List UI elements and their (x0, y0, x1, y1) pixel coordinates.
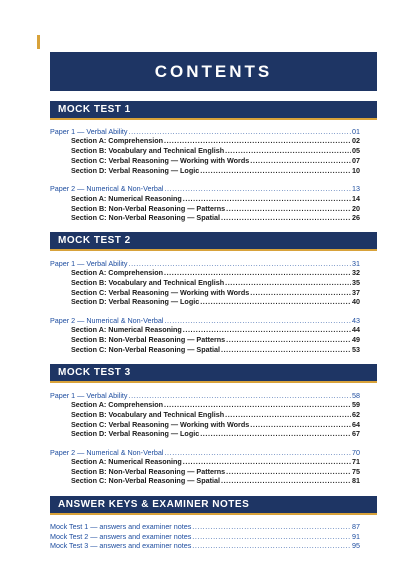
dot-leader (250, 420, 351, 429)
dot-leader (192, 532, 351, 541)
dot-leader (221, 345, 351, 354)
toc-section-link[interactable] (50, 278, 360, 287)
toc-entry-title: Mock Test 3 — answers and examiner notes (50, 541, 192, 550)
toc-entry-title: Section D: Verbal Reasoning — Logic (71, 429, 200, 438)
toc-paper-link[interactable] (50, 127, 360, 136)
section-header-mock-test-2: MOCK TEST 2 (50, 232, 377, 251)
dot-leader (226, 204, 351, 213)
toc-section-link[interactable] (50, 400, 360, 409)
toc-section-link[interactable] (50, 429, 360, 438)
toc-page-number: 64 (352, 420, 360, 429)
dot-leader (129, 391, 351, 400)
toc-section-link[interactable] (50, 204, 360, 213)
toc-paper-link[interactable] (50, 259, 360, 268)
toc-paper-link[interactable] (50, 316, 360, 325)
toc-section-link[interactable] (50, 335, 360, 344)
toc-section-link[interactable] (50, 325, 360, 334)
toc-page-number: 01 (352, 127, 360, 136)
toc-entry-title: Section C: Non-Verbal Reasoning — Spatial (71, 476, 220, 485)
dot-leader (164, 268, 351, 277)
toc-page-number: 07 (352, 156, 360, 165)
dot-leader (164, 448, 351, 457)
toc-page-number: 81 (352, 476, 360, 485)
toc-section-link[interactable] (50, 268, 360, 277)
corner-accent-mark (37, 35, 40, 49)
dot-leader (164, 316, 351, 325)
toc-section-link[interactable] (50, 420, 360, 429)
dot-leader (226, 467, 351, 476)
toc-entry-title: Section C: Non-Verbal Reasoning — Spatial (71, 345, 220, 354)
toc-entry-title: Paper 2 — Numerical & Non-Verbal (50, 316, 164, 325)
toc-entry-title: Section B: Non-Verbal Reasoning — Patterns (71, 467, 226, 476)
toc-section-link[interactable] (50, 467, 360, 476)
toc-page-number: 10 (352, 166, 360, 175)
toc-entry-title: Section A: Comprehension (71, 400, 163, 409)
section-header-mock-test-3: MOCK TEST 3 (50, 364, 377, 383)
toc-page-number: 05 (352, 146, 360, 155)
toc-entry-title: Section A: Comprehension (71, 136, 163, 145)
toc-section-link[interactable] (50, 213, 360, 222)
dot-leader (183, 457, 351, 466)
toc-entry-title: Section D: Verbal Reasoning — Logic (71, 297, 200, 306)
toc-section-link[interactable] (50, 476, 360, 485)
toc-page-number: 58 (352, 391, 360, 400)
toc-page-number: 70 (352, 448, 360, 457)
toc-entry-title: Section C: Verbal Reasoning — Working with Words (71, 420, 250, 429)
dot-leader (183, 325, 351, 334)
toc-section-link[interactable] (50, 136, 360, 145)
dot-leader (225, 410, 351, 419)
toc-page-number: 14 (352, 194, 360, 203)
toc-page-number: 43 (352, 316, 360, 325)
toc-entry-title: Section B: Non-Verbal Reasoning — Patterns (71, 204, 226, 213)
toc-page-number: 20 (352, 204, 360, 213)
toc-section-link[interactable] (50, 297, 360, 306)
toc-entry-title: Paper 1 — Verbal Ability (50, 127, 128, 136)
toc-entry-title: Paper 1 — Verbal Ability (50, 391, 128, 400)
toc-page-number: 35 (352, 278, 360, 287)
dot-leader (200, 166, 351, 175)
toc-page-number: 02 (352, 136, 360, 145)
toc-entry-title: Section A: Numerical Reasoning (71, 457, 182, 466)
toc-entry-title: Section C: Verbal Reasoning — Working with Words (71, 156, 250, 165)
dot-leader (221, 476, 351, 485)
toc-section-link[interactable] (50, 457, 360, 466)
toc-page-number: 13 (352, 184, 360, 193)
toc-page-number: 32 (352, 268, 360, 277)
toc-page-number: 44 (352, 325, 360, 334)
toc-page-number: 31 (352, 259, 360, 268)
dot-leader (200, 297, 351, 306)
dot-leader (200, 429, 351, 438)
dot-leader (192, 522, 351, 531)
dot-leader (225, 146, 351, 155)
toc-section-link[interactable] (50, 156, 360, 165)
toc-paper-link[interactable] (50, 448, 360, 457)
toc-entry-title: Section A: Numerical Reasoning (71, 194, 182, 203)
dot-leader (164, 184, 351, 193)
toc-page-number: 87 (352, 522, 360, 531)
toc-page-number: 40 (352, 297, 360, 306)
toc-page-number: 71 (352, 457, 360, 466)
dot-leader (164, 400, 351, 409)
dot-leader (183, 194, 351, 203)
dot-leader (129, 127, 351, 136)
toc-page-number: 75 (352, 467, 360, 476)
toc-paper-link[interactable] (50, 184, 360, 193)
toc-entry-title: Section B: Vocabulary and Technical English (71, 410, 225, 419)
dot-leader (250, 288, 351, 297)
toc-entry-title: Paper 2 — Numerical & Non-Verbal (50, 448, 164, 457)
section-header-mock-test-1: MOCK TEST 1 (50, 101, 377, 120)
dot-leader (221, 213, 351, 222)
toc-entry-title: Section D: Verbal Reasoning — Logic (71, 166, 200, 175)
toc-answer-link[interactable] (50, 541, 360, 550)
page-title: CONTENTS (50, 52, 377, 91)
toc-answer-link[interactable] (50, 532, 360, 541)
dot-leader (164, 136, 351, 145)
toc-page-number: 91 (352, 532, 360, 541)
toc-page-number: 49 (352, 335, 360, 344)
dot-leader (250, 156, 351, 165)
toc-paper-link[interactable] (50, 391, 360, 400)
toc-entry-title: Paper 1 — Verbal Ability (50, 259, 128, 268)
toc-page-number: 26 (352, 213, 360, 222)
toc-section-link[interactable] (50, 288, 360, 297)
toc-entry-title: Mock Test 1 — answers and examiner notes (50, 522, 192, 531)
toc-answer-link[interactable] (50, 522, 360, 531)
toc-section-link[interactable] (50, 146, 360, 155)
toc-entry-title: Section A: Numerical Reasoning (71, 325, 182, 334)
toc-entry-title: Section A: Comprehension (71, 268, 163, 277)
dot-leader (129, 259, 351, 268)
toc-entry-title: Paper 2 — Numerical & Non-Verbal (50, 184, 164, 193)
section-header-answer-keys: ANSWER KEYS & EXAMINER NOTES (50, 496, 377, 515)
toc-entry-title: Section B: Vocabulary and Technical English (71, 278, 225, 287)
toc-section-link[interactable] (50, 166, 360, 175)
toc-section-link[interactable] (50, 345, 360, 354)
toc-entry-title: Section B: Non-Verbal Reasoning — Patterns (71, 335, 226, 344)
toc-section-link[interactable] (50, 410, 360, 419)
toc-page-number: 53 (352, 345, 360, 354)
toc-entry-title: Section C: Non-Verbal Reasoning — Spatial (71, 213, 220, 222)
toc-page-number: 67 (352, 429, 360, 438)
dot-leader (192, 541, 351, 550)
toc-section-link[interactable] (50, 194, 360, 203)
toc-entry-title: Section C: Verbal Reasoning — Working with Words (71, 288, 250, 297)
toc-page-number: 62 (352, 410, 360, 419)
toc-entry-title: Section B: Vocabulary and Technical English (71, 146, 225, 155)
toc-page-number: 59 (352, 400, 360, 409)
dot-leader (225, 278, 351, 287)
toc-page-number: 37 (352, 288, 360, 297)
toc-page-number: 95 (352, 541, 360, 550)
dot-leader (226, 335, 351, 344)
toc-entry-title: Mock Test 2 — answers and examiner notes (50, 532, 192, 541)
